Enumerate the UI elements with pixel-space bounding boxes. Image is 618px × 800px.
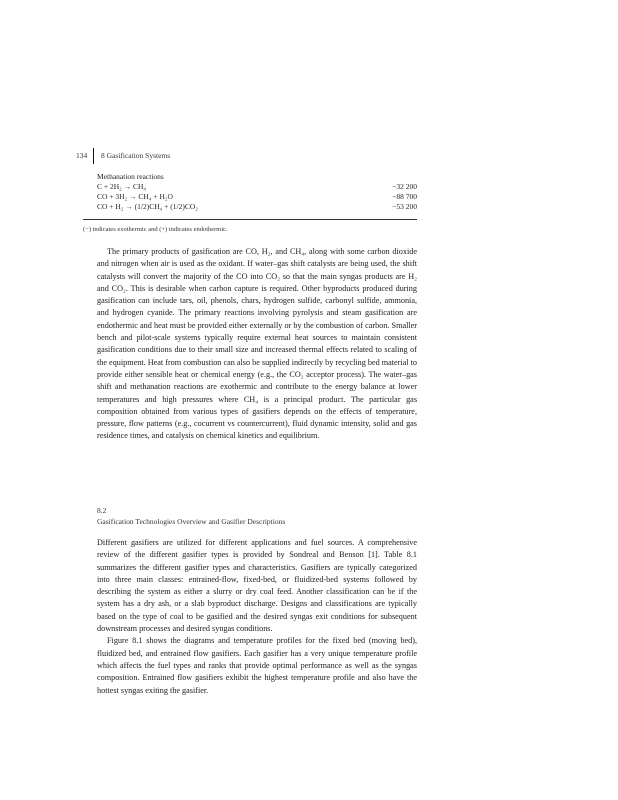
reaction-row [97,182,417,192]
section-title: Gasification Technologies Overview and Gasifier Descriptions [97,517,286,526]
reaction-row [97,202,417,212]
reactions-title: Methanation reactions [97,172,164,181]
reaction-equation: CO + 3H₂ → CH₄ + H₂O [97,192,173,201]
reaction-equation: C + 2H₂ → CH₄ [97,182,147,191]
reactions-table [97,172,417,212]
page-number: 134 [76,151,88,160]
paragraph: Figure 8.1 shows the diagrams and temperature profiles for the fixed bed (moving bed), fluidized bed, and entrained flow gasifiers. Each gasifier has a very unique temperature profile which affects the fuel types and ranks that provide optimal performance as well as the syngas composition. Entrained flow gasifiers exhibit the highest temperature profile and also have the hottest syngas exiting the gasifier. [97,636,417,695]
header-divider [93,148,94,164]
body-text [97,246,417,443]
chapter-title: 8 Gasification Systems [101,151,171,160]
paragraph: Different gasifiers are utilized for different applications and fuel sources. A comprehensive review of the different gasifier types is provided by Sondreal and Benson [1]. Table 8.1 summarizes the different gasifier types and characteristics. Gasifiers are typically categorized into three main classes: entrained-flow, fixed-bed, or fluidized-bed systems followed by describing the system as either a slurry or dry coal feed. Another classification can be if the system has a dry ash, or a slab byproduct discharge. Designs and classifications are typically based on the type of coal to be gasified and the desired syngas exit conditions for subsequent downstream processes and desired syngas conditions. [97,538,417,634]
reaction-equation: CO + H₂ → (1/2)CH₄ + (1/2)CO₂ [97,202,198,211]
reaction-enthalpy: −88 700 [392,192,417,201]
paragraph: The primary products of gasification are CO, H₂, and CH₄, along with some carbon dioxide and nitrogen when air is used as the oxidant. If water–gas shift catalysts are being used, the shift catalysts will convert the majority of the CO into CO₂ so that the main syngas products are H₂ and CO₂. This is desirable when carbon capture is required. Other byproducts produced during gasification can include tars, oil, phenols, chars, hydrogen sulfide, carbonyl sulfide, ammonia, and hydrogen cyanide. The primary reactions involving pyrolysis and steam gasification are endothermic and heat must be provided either externally or by the combustion of carbon. Smaller bench and pilot-scale systems typically require external heat sources to maintain consistent gasification conditions due to their small size and increased thermal effects related to scaling of the equipment. Heat from combustion can also be supplied indirectly by recycling bed material to provide either sensible heat or chemical energy (e.g., the CO₂ acceptor process). The water–gas shift and methanation reactions are exothermic and contribute to the energy balance at lower temperatures and high pressures where CH₄ is a principal product. The particular gas composition obtained from various types of gasifiers depends on the effects of temperature, pressure, flow patterns (e.g., cocurrent vs countercurrent), fluid dynamic intensity, solid and gas residence times, and catalysis on chemical kinetics and equilibrium. [97,247,417,441]
section-body-text [97,537,417,697]
reaction-row [97,192,417,202]
table-footnote: (−) indicates exothermic and (+) indicates endothermic. [83,226,228,233]
reaction-enthalpy: −32 200 [392,182,417,191]
section-number: 8.2 [97,506,107,515]
table-bottom-rule [83,219,417,220]
reaction-enthalpy: −53 200 [392,202,417,211]
